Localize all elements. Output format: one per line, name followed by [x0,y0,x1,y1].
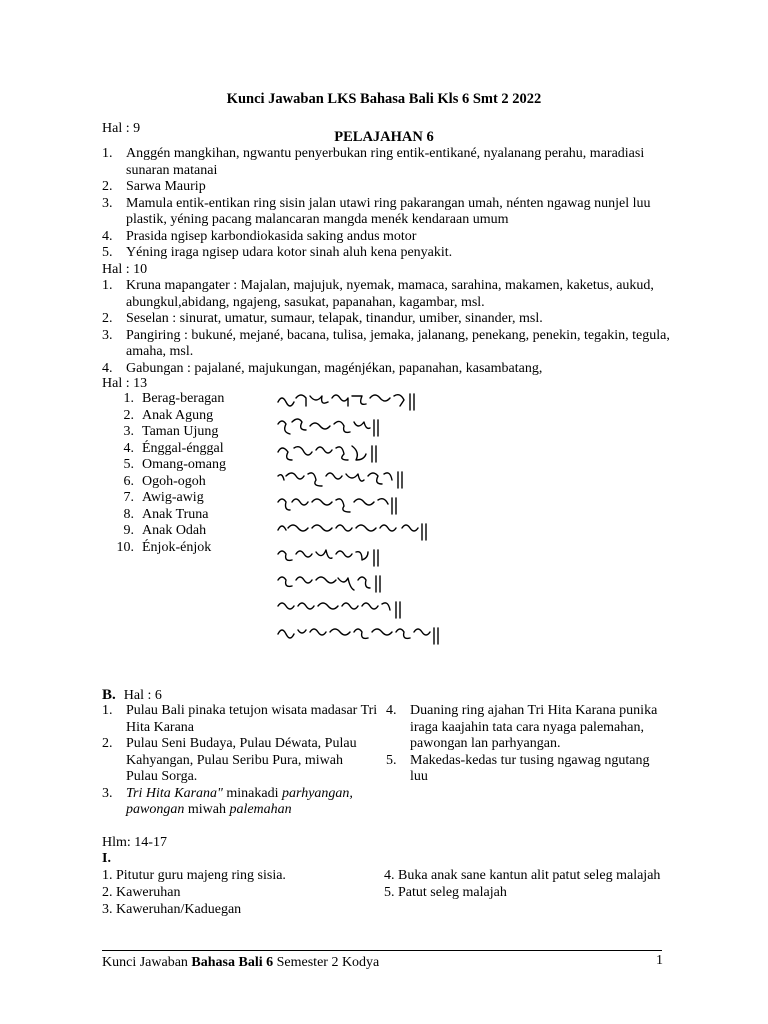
list-item: 4. Énggal-énggal [123,440,224,456]
page-footer: Kunci Jawaban Bahasa Bali 6 Semester 2 Kodya [102,955,380,970]
page-number: 1 [656,953,663,968]
hal-10-answer-list [102,278,672,377]
hal-9-answer-list [102,146,672,262]
page-ref-hal-10: Hal : 10 [102,262,148,277]
balinese-script-line-4 [278,472,402,488]
balinese-script-line-5 [278,498,396,514]
balinese-script-line-6 [278,524,426,540]
footer-divider [102,950,662,951]
lesson-heading: PELAJAHAN 6 [334,129,434,145]
list-item: 1. Anggén mangkihan, ngwantu penyerbukan ring entik-entikané, nyalanang perahu, maradiasi sunaran matanai [102,146,645,178]
list-item: 2. Seselan : sinurat, umatur, sumaur, telapak, tinandur, umiber, sinander, msl. [102,311,543,326]
list-item: 3. Pangiring : bukuné, mejané, bacana, tulisa, jemaka, jalanang, penekang, penekin, tegakin, tegula, amaha, msl. [102,327,670,359]
list-item: 1. Kruna mapangater : Majalan, majujuk, nyemak, mamaca, sarahina, makamen, kaketus, aukud, abungkul,abidang, ngajeng, sasukat, papanahan, kagambar, msl. [102,278,654,310]
hlm-left-item: 3. Kaweruhan/Kaduegan [102,902,242,917]
list-item: 3. Tri Hita Karana" minakadi parhyangan, pawongan miwah palemahan [102,785,353,817]
document-title: Kunci Jawaban LKS Bahasa Bali Kls 6 Smt 2 2022 [226,91,542,107]
list-item: 2. Sarwa Maurip [102,179,206,194]
balinese-script-line-7 [278,550,378,566]
hlm-left-item: 1. Pitutur guru majeng ring sisia. [102,868,286,883]
list-item: 1. Berag-beragan [123,391,225,406]
list-item: 7. Awig-awig [123,490,204,505]
balinese-script-line-3 [278,446,376,462]
list-item: 3. Taman Ujung [123,424,219,439]
hlm-right-item: 5. Patut seleg malajah [384,885,507,900]
balinese-script-image [276,388,476,658]
list-item: 5. Omang-omang [123,457,226,472]
list-item: 2. Anak Agung [123,407,214,423]
list-item: 6. Ogoh-ogoh [123,473,206,489]
balinese-script-line-9 [278,602,400,618]
balinese-script-line-10 [278,628,438,644]
list-item: 9. Anak Odah [123,523,207,538]
page-ref-hal-6: Hal : 6 [123,688,162,703]
balinese-script-line-8 [278,576,380,592]
hal-13-word-list [106,391,226,556]
section-i-heading: I. [102,851,111,866]
list-item: 4. Gabungan : pajalané, majukungan, magénjékan, papanahan, kasambatang, [102,360,543,376]
list-item: 1. Pulau Bali pinaka tetujon wisata madasar Tri Hita Karana [102,703,378,735]
list-item: 5. Yéning iraga ngisep udara kotor sinah aluh kena penyakit. [102,245,453,260]
section-b-left-list [102,703,378,819]
list-item: 8. Anak Truna [123,506,209,522]
balinese-script-column [276,388,476,658]
page-ref-hal-9: Hal : 9 [102,121,141,136]
list-item: 3. Mamula entik-entikan ring sisin jalan utawi ring pakarangan umah, nénten ngawag nunjel luu plastik, yéning pacang malancaran mangda menék kendaraan umum [102,195,651,227]
list-item: 10. Énjok-énjok [116,539,212,555]
section-b-letter: B. [102,687,116,703]
section-b-heading [102,687,162,705]
list-item: 2. Pulau Seni Budaya, Pulau Déwata, Pulau Kahyangan, Pulau Seribu Pura, miwah Pulau Sorga. [102,736,357,784]
list-item: 5. Makedas-kedas tur tusing ngawag ngutang luu [386,752,650,784]
hlm-left-item: 2. Kaweruhan [102,885,181,900]
list-item: 4. Prasida ngisep karbondiokasida saking andus motor [102,228,417,244]
section-b-right-list [386,703,668,786]
page-ref-hal-13: Hal : 13 [102,376,148,391]
balinese-script-line-1 [278,394,414,410]
page-ref-hlm-14-17: Hlm: 14-17 [102,835,167,850]
balinese-script-line-2 [278,419,378,436]
list-item: 4. Duaning ring ajahan Tri Hita Karana punika iraga kaajahin tata cara nyaga palemahan, pawongan lan parhyangan. [386,703,658,751]
hlm-right-item: 4. Buka anak sane kantun alit patut seleg malajah [384,868,661,883]
